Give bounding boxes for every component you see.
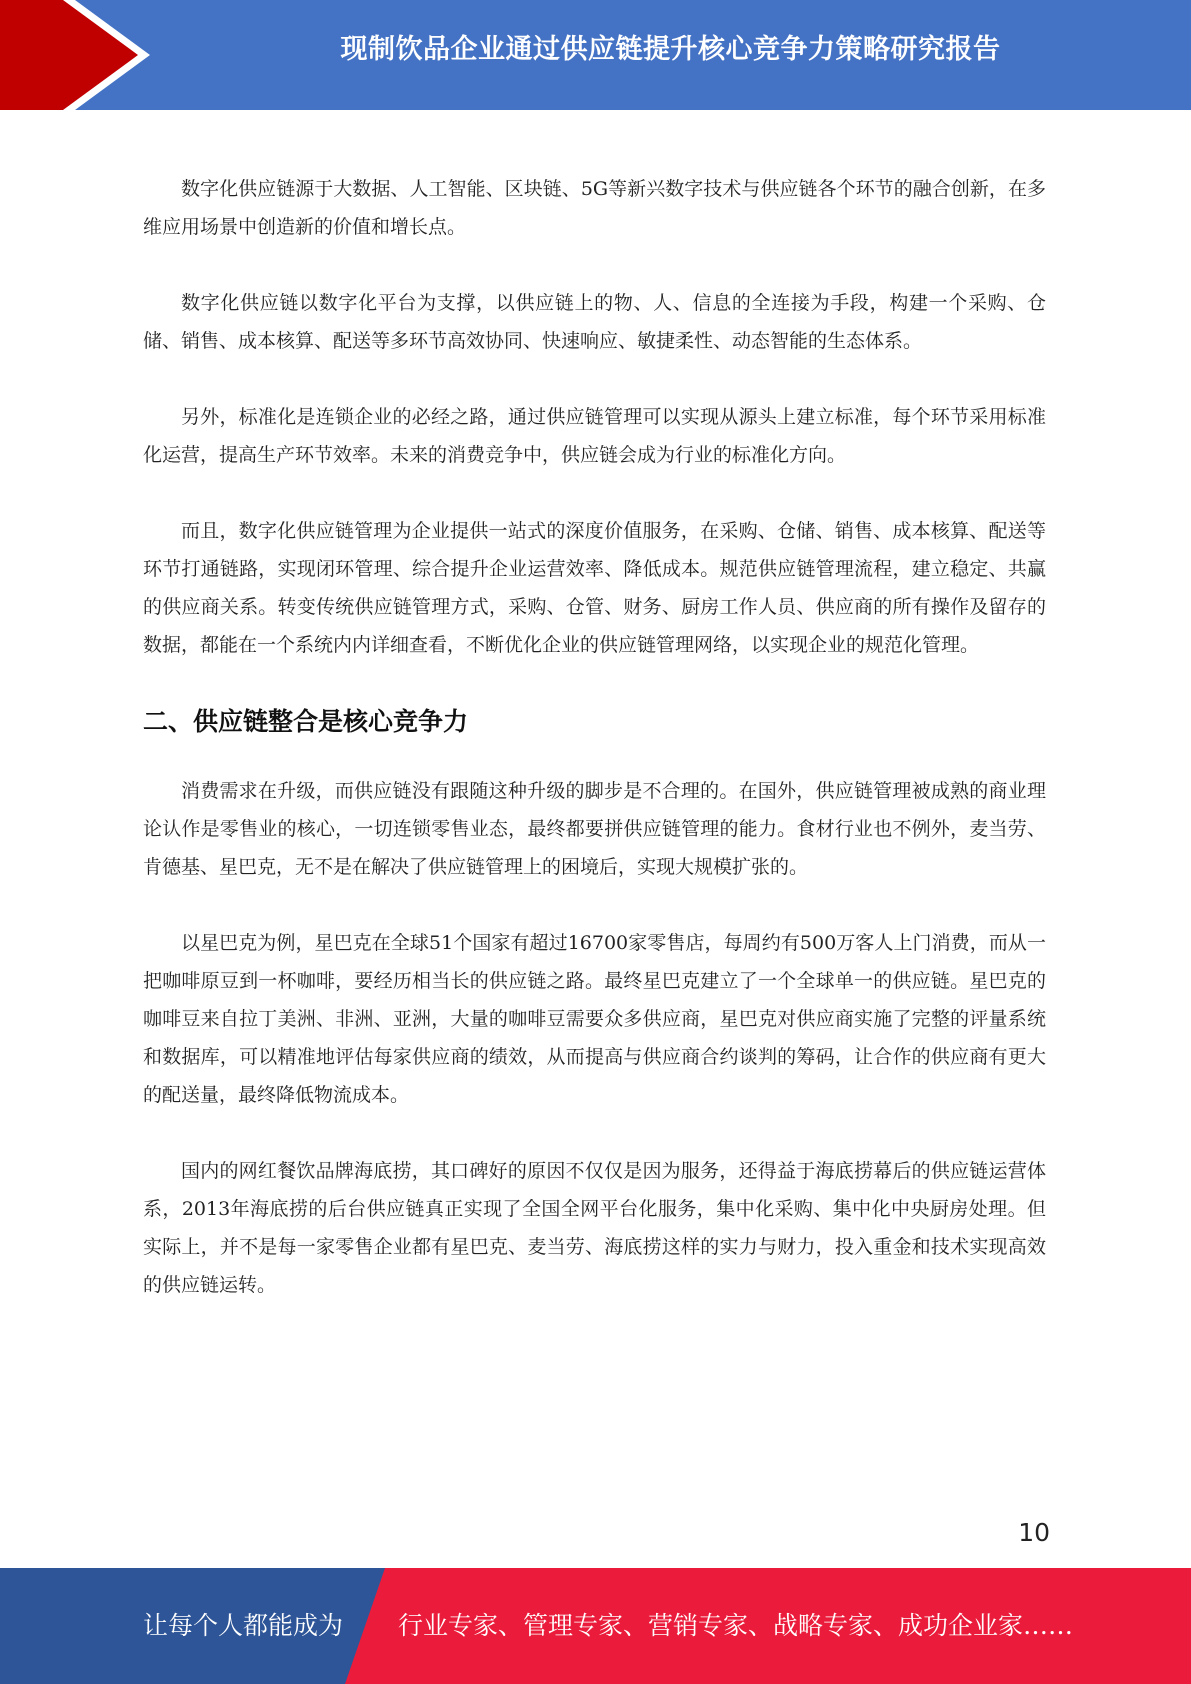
page-footer <box>0 1568 1191 1684</box>
report-title: 现制饮品企业通过供应链提升核心竞争力策略研究报告 <box>340 34 1001 65</box>
paragraph-digital-platform: 数字化供应链以数字化平台为支撑，以供应链上的物、人、信息的全连接为手段，构建一个采购、仓储、销售、成本核算、配送等多环节高效协同、快速响应、敏捷柔性、动态智能的生态体系。 <box>143 292 1046 352</box>
page-header <box>0 0 1191 110</box>
paragraph-starbucks-example: 以星巴克为例，星巴克在全球51个国家有超过16700家零售店，每周约有500万客人上门消费，而从一把咖啡原豆到一杯咖啡，要经历相当长的供应链之路。最终星巴克建立了一个全球单一的供应链。星巴克的咖啡豆来自拉丁美洲、非洲、亚洲，大量的咖啡豆需要众多供应商，星巴克对供应商实施了完整的评量系统和数据库，可以精准地评估每家供应商的绩效，从而提高与供应商合约谈判的筹码，让合作的供应商有更大的配送量，最终降低物流成本。 <box>143 932 1046 1106</box>
paragraph-one-stop-service: 而且，数字化供应链管理为企业提供一站式的深度价值服务，在采购、仓储、销售、成本核算、配送等环节打通链路，实现闭环管理、综合提升企业运营效率、降低成本。规范供应链管理流程，建立稳定、共赢的供应商关系。转变传统供应链管理方式，采购、仓管、财务、厨房工作人员、供应商的所有操作及留存的数据，都能在一个系统内内详细查看，不断优化企业的供应链管理网络，以实现企业的规范化管理。 <box>143 520 1046 656</box>
footer-slogan-left: 让每个人都能成为 <box>143 1611 344 1640</box>
page-number: 10 <box>1018 1518 1050 1547</box>
paragraph-standardization: 另外，标准化是连锁企业的必经之路，通过供应链管理可以实现从源头上建立标准，每个环节采用标准化运营，提高生产环节效率。未来的消费竞争中，供应链会成为行业的标准化方向。 <box>143 406 1046 466</box>
page-body <box>143 170 1046 1342</box>
paragraph-consumer-demand: 消费需求在升级，而供应链没有跟随这种升级的脚步是不合理的。在国外，供应链管理被成熟的商业理论认作是零售业的核心，一切连锁零售业态，最终都要拼供应链管理的能力。食材行业也不例外，麦当劳、肯德基、星巴克，无不是在解决了供应链管理上的困境后，实现大规模扩张的。 <box>143 780 1046 878</box>
section-heading: 二、供应链整合是核心竞争力 <box>143 707 469 736</box>
footer-slogan-right: 行业专家、管理专家、营销专家、战略专家、成功企业家…… <box>398 1611 1074 1640</box>
header-arrow-red <box>0 0 138 110</box>
paragraph-haidilao-example: 国内的网红餐饮品牌海底捞，其口碑好的原因不仅仅是因为服务，还得益于海底捞幕后的供应链运营体系，2013年海底捞的后台供应链真正实现了全国全网平台化服务，集中化采购、集中化中央厨房处理。但实际上，并不是每一家零售企业都有星巴克、麦当劳、海底捞这样的实力与财力，投入重金和技术实现高效的供应链运转。 <box>143 1160 1046 1296</box>
paragraph-digital-supply-chain-origin: 数字化供应链源于大数据、人工智能、区块链、5G等新兴数字技术与供应链各个环节的融合创新，在多维应用场景中创造新的价值和增长点。 <box>143 178 1046 238</box>
